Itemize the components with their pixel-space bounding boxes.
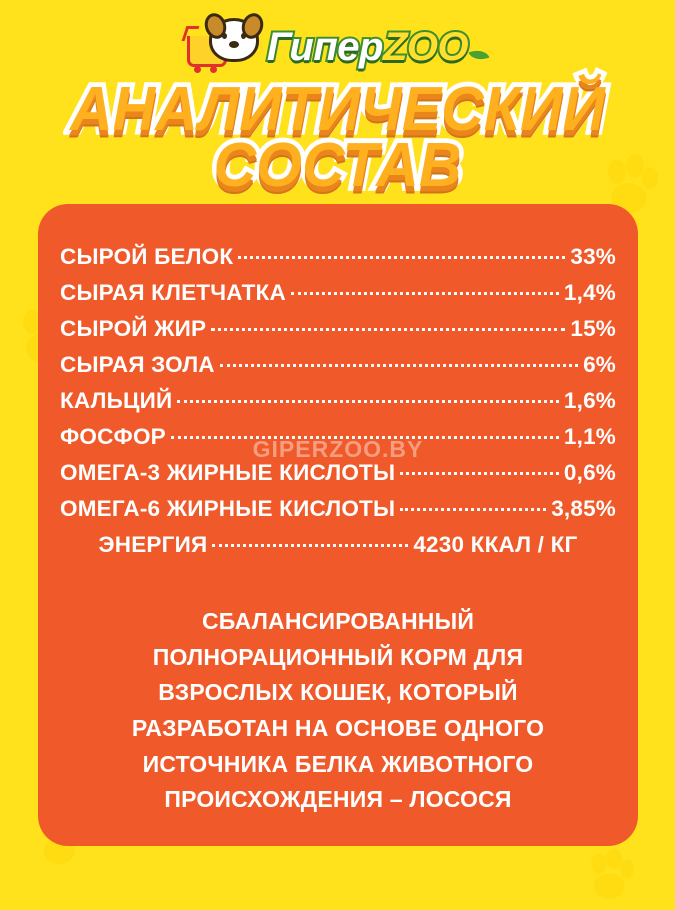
leader-dots [171, 436, 559, 439]
analysis-row-value: 33% [570, 244, 616, 269]
analysis-row-value: 1,1% [563, 424, 616, 449]
dog-head-icon [209, 18, 259, 62]
analysis-row-value: 3,85% [551, 496, 616, 521]
analysis-row-value: 6% [583, 352, 616, 377]
description-line: ПРОИСХОЖДЕНИЯ – ЛОСОСЯ [164, 786, 512, 813]
analysis-row-label: СЫРОЙ ЖИР [60, 316, 207, 341]
analysis-row-label: ОМЕГА-3 ЖИРНЫЕ КИСЛОТЫ [60, 460, 396, 485]
analysis-row-label: СЫРОЙ БЕЛОК [60, 244, 234, 269]
page-title-line-1: АНАЛИТИЧЕСКИЙ [70, 74, 605, 144]
description-line: ВЗРОСЛЫХ КОШЕК, КОТОРЫЙ [158, 679, 518, 706]
description-line: РАЗРАБОТАН НА ОСНОВЕ ОДНОГО [131, 714, 545, 741]
analysis-row-value: 1,6% [563, 388, 616, 413]
leader-dots [212, 544, 408, 547]
brand-name [267, 27, 468, 67]
analysis-row-value: 1,4% [563, 280, 616, 305]
analysis-card [38, 204, 638, 846]
analysis-row [60, 280, 616, 306]
analysis-row-label: СЫРАЯ КЛЕТЧАТКА [60, 280, 286, 305]
logo-mark [187, 18, 261, 76]
description-line: ИСТОЧНИКА БЕЛКА ЖИВОТНОГО [142, 750, 534, 777]
leader-dots [291, 292, 559, 295]
leaf-icon [469, 46, 490, 63]
leader-dots [220, 364, 578, 367]
leader-dots [238, 256, 565, 259]
analysis-row [60, 424, 616, 450]
description-line: СБАЛАНСИРОВАННЫЙ [201, 608, 475, 634]
watermark: GIPERZOO.BY [252, 436, 424, 462]
page-title [0, 74, 675, 201]
description-line: ПОЛНОРАЦИОННЫЙ КОРМ ДЛЯ [152, 643, 524, 670]
product-description [68, 604, 608, 818]
leader-dots [177, 400, 559, 403]
page-title-line-2: СОСТАВ [213, 130, 462, 201]
analysis-row-energy [60, 532, 616, 558]
analysis-row-value: 4230 ККАЛ / КГ [413, 532, 578, 557]
brand-name-suffix: ZOO [382, 25, 469, 69]
analysis-row [60, 316, 616, 342]
analysis-row [60, 388, 616, 414]
analysis-row-label: КАЛЬЦИЙ [60, 388, 173, 413]
brand-name-prefix: Гипер [266, 25, 383, 69]
analysis-row [60, 352, 616, 378]
analysis-row-label: ЭНЕРГИЯ [98, 532, 208, 557]
paw-print-icon [580, 845, 640, 910]
analysis-row-value: 15% [570, 316, 616, 341]
brand-logo [0, 16, 675, 78]
leader-dots [211, 328, 565, 331]
analysis-row [60, 496, 616, 522]
leader-dots [400, 508, 546, 511]
analysis-row [60, 244, 616, 270]
analysis-row-label: ФОСФОР [60, 424, 166, 449]
analysis-row [60, 460, 616, 486]
analysis-list [60, 244, 616, 568]
analysis-row-label: ОМЕГА-6 ЖИРНЫЕ КИСЛОТЫ [60, 496, 396, 521]
analysis-row-label: СЫРАЯ ЗОЛА [60, 352, 215, 377]
analysis-row-value: 0,6% [563, 460, 616, 485]
leader-dots [400, 472, 559, 475]
